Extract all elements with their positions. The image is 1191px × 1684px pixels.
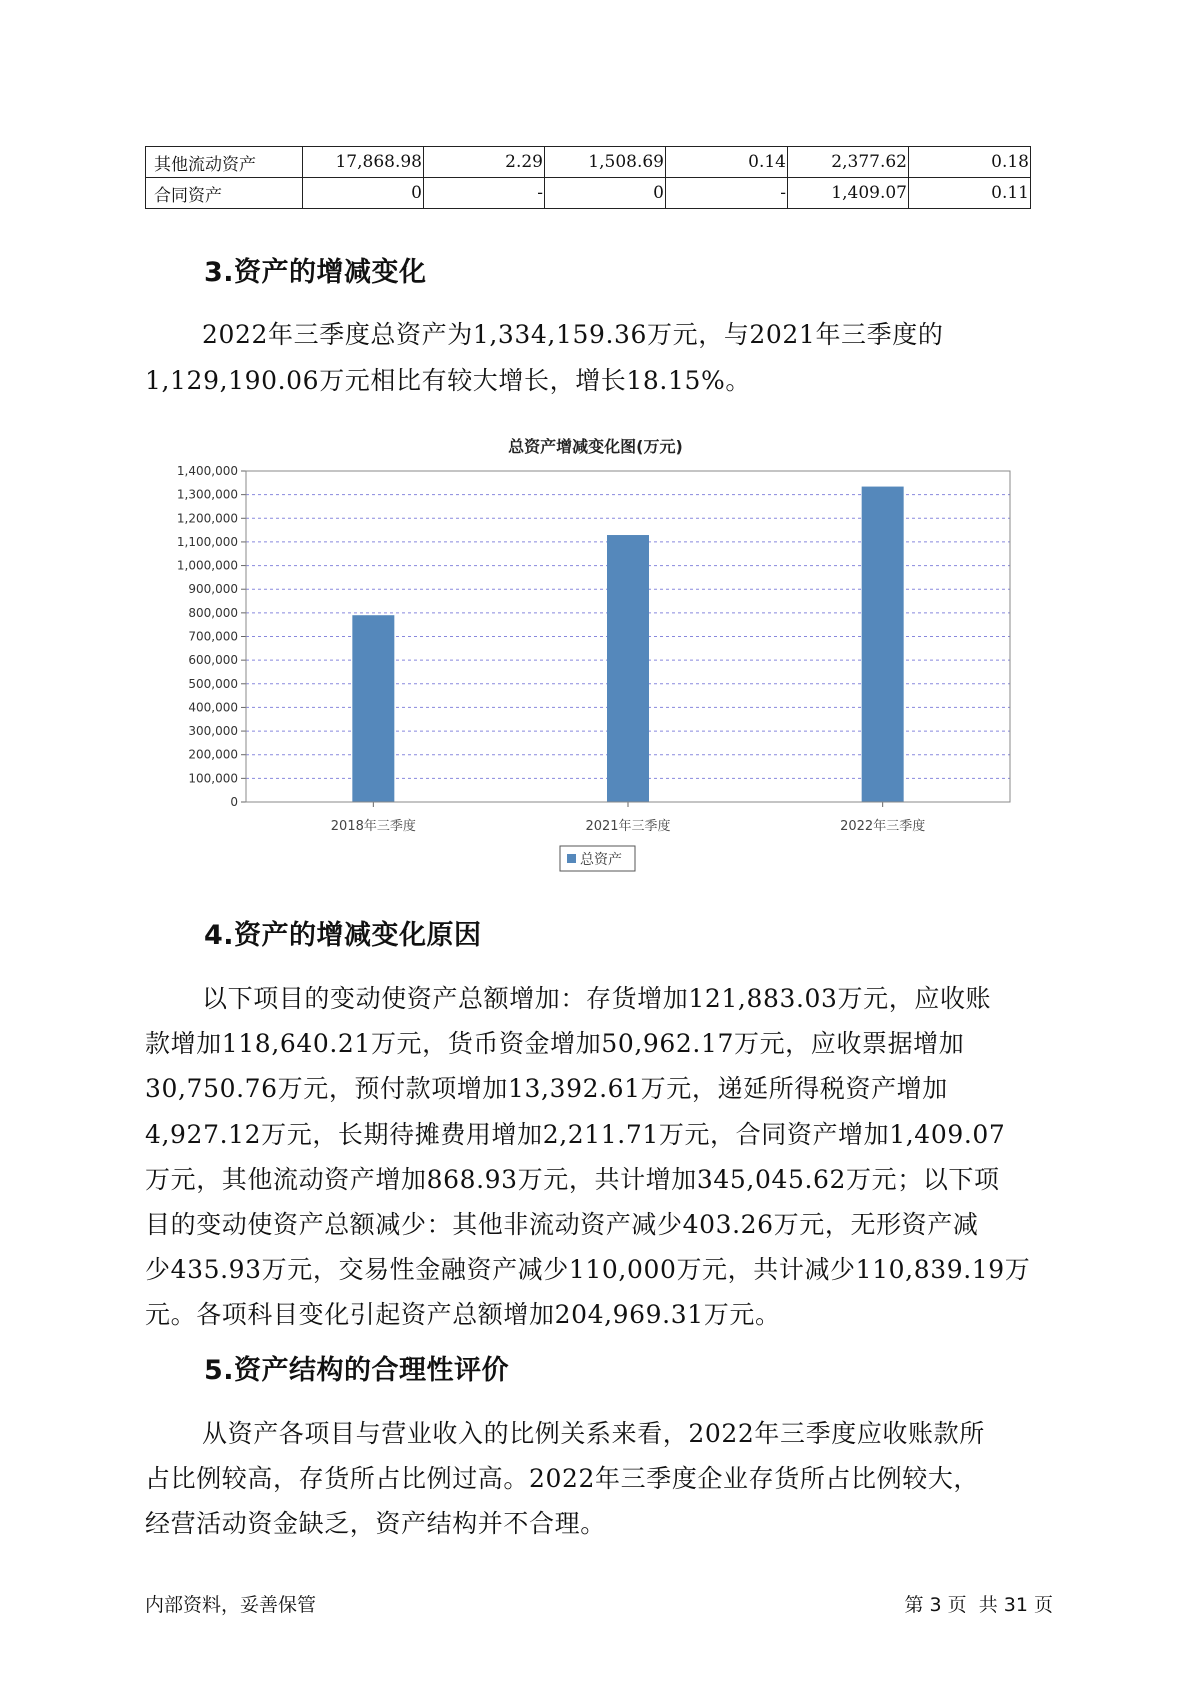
cell: 2,377.62 xyxy=(788,147,909,178)
cell: - xyxy=(424,178,545,209)
y-tick-label: 100,000 xyxy=(188,771,238,786)
paragraph-line: 经营活动资金缺乏，资产结构并不合理。 xyxy=(145,1509,606,1538)
bar xyxy=(862,487,904,802)
legend-label: 总资产 xyxy=(580,852,622,868)
section-heading-4: 4.资产的增减变化原因 xyxy=(204,920,482,951)
y-tick-label: 0 xyxy=(230,795,238,809)
paragraph-line: 万元，其他流动资产增加868.93万元，共计增加345,045.62万元；以下项 xyxy=(145,1165,1000,1194)
y-tick-label: 300,000 xyxy=(188,724,238,739)
y-tick-label: 900,000 xyxy=(188,582,238,597)
paragraph-line: 2022年三季度总资产为1,334,159.36万元，与2021年三季度的 xyxy=(202,320,944,349)
footer-note: 内部资料，妥善保管 xyxy=(145,1594,317,1616)
y-tick-label: 800,000 xyxy=(188,605,238,620)
bar xyxy=(352,615,394,802)
cell: 17,868.98 xyxy=(303,147,424,178)
cell: 1,508.69 xyxy=(545,147,666,178)
bar xyxy=(607,535,649,802)
cell: 0 xyxy=(545,178,666,209)
cell: 1,409.07 xyxy=(788,178,909,209)
paragraph-line: 30,750.76万元，预付款项增加13,392.61万元，递延所得税资产增加 xyxy=(145,1074,948,1103)
cell: 2.29 xyxy=(424,147,545,178)
paragraph-line: 4,927.12万元，长期待摊费用增加2,211.71万元，合同资产增加1,409.07 xyxy=(145,1120,1006,1149)
row-label: 其他流动资产 xyxy=(146,147,303,178)
y-tick-label: 1,100,000 xyxy=(176,534,238,549)
cell: 0.11 xyxy=(909,178,1031,209)
y-tick-label: 400,000 xyxy=(188,700,238,715)
x-tick-label: 2022年三季度 xyxy=(840,819,926,834)
x-tick-label: 2021年三季度 xyxy=(585,819,671,834)
y-tick-label: 600,000 xyxy=(188,653,238,668)
paragraph-line: 1,129,190.06万元相比有较大增长，增长18.15%。 xyxy=(145,366,751,395)
y-tick-label: 500,000 xyxy=(188,676,238,691)
section-heading-3: 3.资产的增减变化 xyxy=(204,257,427,288)
paragraph-line: 元。各项科目变化引起资产总额增加204,969.31万元。 xyxy=(145,1300,781,1329)
x-tick-label: 2018年三季度 xyxy=(330,819,416,834)
cell: 0.18 xyxy=(909,147,1031,178)
page-number: 第 3 页 共 31 页 xyxy=(904,1594,1053,1616)
paragraph-line: 款增加118,640.21万元，货币资金增加50,962.17万元，应收票据增加 xyxy=(145,1029,965,1058)
section-heading-5: 5.资产结构的合理性评价 xyxy=(204,1355,510,1386)
y-tick-label: 1,300,000 xyxy=(176,487,238,502)
cell: 0.14 xyxy=(666,147,788,178)
y-tick-label: 1,200,000 xyxy=(176,511,238,526)
y-tick-label: 1,400,000 xyxy=(176,464,238,478)
row-label: 合同资产 xyxy=(146,178,303,209)
cell: 0 xyxy=(303,178,424,209)
y-tick-label: 700,000 xyxy=(188,629,238,644)
paragraph-line: 占比例较高，存货所占比例过高。2022年三季度企业存货所占比例较大， xyxy=(145,1464,980,1493)
y-tick-label: 1,000,000 xyxy=(176,558,238,573)
legend-swatch xyxy=(567,854,576,863)
chart-title: 总资产增减变化图(万元) xyxy=(508,437,683,456)
paragraph-line: 以下项目的变动使资产总额增加：存货增加121,883.03万元，应收账 xyxy=(202,984,992,1013)
cell: - xyxy=(666,178,788,209)
paragraph-line: 目的变动使资产总额减少：其他非流动资产减少403.26万元，无形资产减 xyxy=(145,1210,979,1239)
y-tick-label: 200,000 xyxy=(188,747,238,762)
paragraph-line: 从资产各项目与营业收入的比例关系来看，2022年三季度应收账款所 xyxy=(202,1419,985,1448)
paragraph-line: 少435.93万元，交易性金融资产减少110,000万元，共计减少110,839.19万 xyxy=(145,1255,1031,1284)
